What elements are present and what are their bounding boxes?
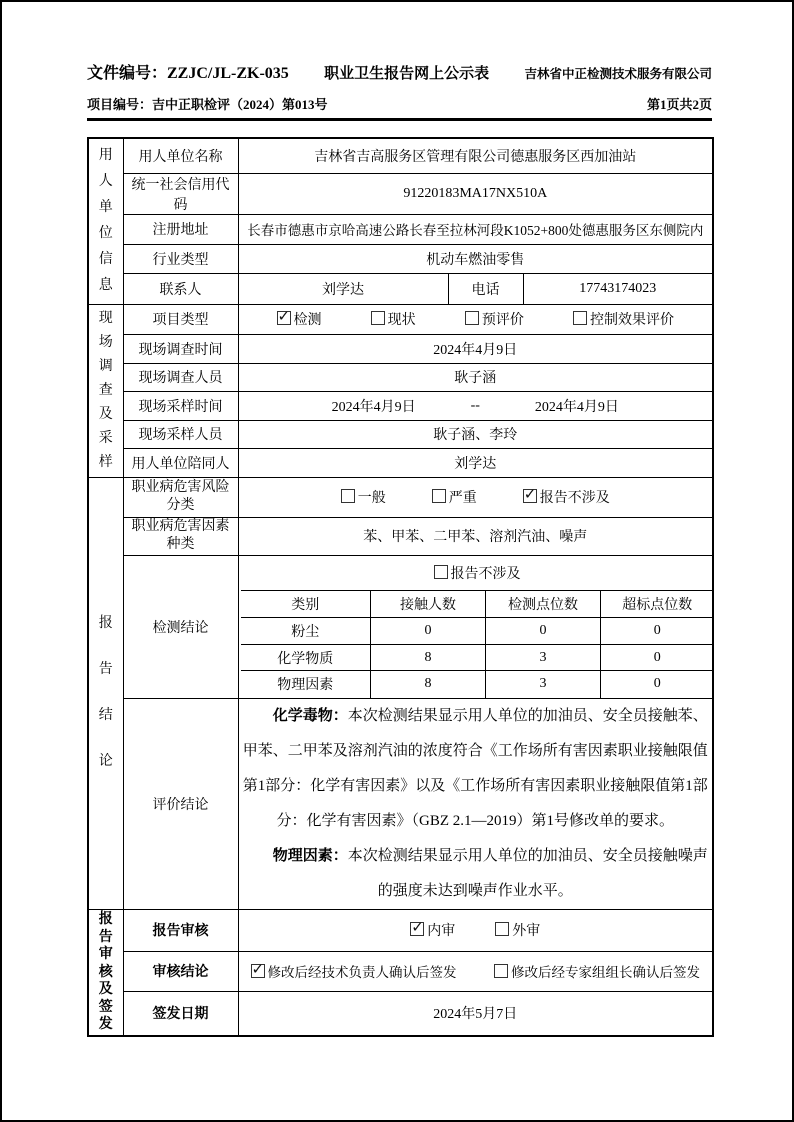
- detection-table: [241, 556, 714, 698]
- page-number: 第1页共2页: [646, 97, 712, 112]
- checkbox-detection-not-involved-icon: [434, 565, 448, 579]
- detection-cell: 粉尘: [241, 618, 371, 645]
- sampling-start-date: 2024年4月9日: [331, 399, 416, 415]
- checkbox-yiban-icon: [341, 489, 355, 503]
- detection-cell: 0: [601, 671, 714, 698]
- table-row: [241, 618, 714, 645]
- option-yanzhong: 严重: [432, 487, 477, 507]
- checkbox-waishen-icon: [495, 922, 509, 936]
- option-xianzhuang: 现状: [371, 309, 416, 329]
- page-title: 职业卫生报告网上公示表: [324, 66, 490, 82]
- header-row-1: [87, 60, 712, 83]
- table-row: [241, 645, 714, 671]
- field-label-employer-name: 用人单位名称: [123, 138, 238, 173]
- detection-cell: 3: [486, 645, 601, 671]
- form-table: [87, 137, 714, 1037]
- field-label-survey-staff: 现场调查人员: [123, 363, 238, 391]
- field-value-survey-staff: 耿子涵: [238, 363, 713, 391]
- option-neishen: ✓ 内审: [410, 920, 455, 940]
- checkbox-jiance-icon: [277, 311, 291, 325]
- detection-cell: 8: [371, 671, 486, 698]
- detection-cell: 0: [371, 618, 486, 645]
- option-expert-lead-sign: 修改后经专家组组长确认后签发: [494, 961, 700, 981]
- field-label-issue-date: 签发日期: [123, 991, 238, 1036]
- detection-result-area: [238, 555, 713, 698]
- sampling-end-date: 2024年4月9日: [534, 399, 619, 415]
- field-value-audit-conclusion: [238, 951, 713, 991]
- checkbox-kongzhixiaoguo-icon: [573, 311, 587, 325]
- header-divider: [87, 118, 712, 121]
- field-value-contact: 刘学达: [238, 273, 448, 304]
- detection-header-exceed: 超标点位数: [601, 591, 714, 618]
- field-value-industry: 机动车燃油零售: [238, 244, 713, 273]
- field-label-detection: 检测结论: [123, 555, 238, 698]
- detection-not-involved: 报告不涉及: [241, 556, 714, 591]
- detection-cell: 物理因素: [241, 671, 371, 698]
- project-number: 项目编号：吉中正职检评（2024）第013号: [87, 97, 328, 112]
- field-value-address: 长春市德惠市京哈高速公路长春至拉林河段K1052+800处德惠服务区东侧院内: [238, 214, 713, 244]
- field-label-audit-conclusion: 审核结论: [123, 951, 238, 991]
- detection-cell: 3: [486, 671, 601, 698]
- field-label-address: 注册地址: [123, 214, 238, 244]
- detection-cell: 化学物质: [241, 645, 371, 671]
- field-value-audit: [238, 909, 713, 951]
- field-value-survey-date: 2024年4月9日: [238, 334, 713, 363]
- field-label-evaluation: 评价结论: [123, 698, 238, 909]
- checkbox-expert-lead-sign-icon: [494, 964, 508, 978]
- detection-cell: 0: [601, 618, 714, 645]
- field-value-hazard-types: 苯、甲苯、二甲苯、溶剂汽油、噪声: [238, 517, 713, 555]
- field-value-phone: 17743174023: [523, 273, 713, 304]
- section-label-survey: 现场调查及采样: [88, 304, 123, 477]
- detection-header-exposed: 接触人数: [371, 591, 486, 618]
- field-value-sampling-staff: 耿子涵、李玲: [238, 420, 713, 448]
- field-label-survey-date: 现场调查时间: [123, 334, 238, 363]
- option-waishen: 外审: [495, 920, 540, 940]
- checkbox-yupingjia-icon: [465, 311, 479, 325]
- field-label-sampling-date: 现场采样时间: [123, 391, 238, 420]
- checkbox-bushoji-risk-icon: [523, 489, 537, 503]
- option-bushoji-risk: ✓ 报告不涉及: [523, 487, 610, 507]
- section-label-employer: 用人单位信息: [88, 138, 123, 304]
- field-value-risk-class: [238, 477, 713, 517]
- checkbox-xianzhuang-icon: [371, 311, 385, 325]
- detection-header-category: 类别: [241, 591, 371, 618]
- option-tech-lead-sign: ✓ 修改后经技术负责人确认后签发: [251, 961, 457, 981]
- field-value-project-type: [238, 304, 713, 334]
- detection-cell: 8: [371, 645, 486, 671]
- option-yiban: 一般: [341, 487, 386, 507]
- detection-header-points: 检测点位数: [486, 591, 601, 618]
- field-label-audit: 报告审核: [123, 909, 238, 951]
- field-label-escort: 用人单位陪同人: [123, 448, 238, 477]
- field-value-credit-code: 91220183MA17NX510A: [238, 173, 713, 214]
- field-value-escort: 刘学达: [238, 448, 713, 477]
- field-label-phone: 电话: [448, 273, 523, 304]
- file-number: 文件编号：ZZJC/JL-ZK-035: [87, 65, 289, 82]
- evaluation-paragraph-chemical: 化学毒物：本次检测结果显示用人单位的加油员、安全员接触苯、甲苯、二甲苯及溶剂汽油的浓度符合《工作场所有害因素职业接触限值第1部分：化学有害因素》以及《工作场所有害因素职业接触限值第1部分：化学有害因素》（GBZ 2.1—2019）第1号修改单的要求。: [242, 707, 708, 829]
- company-name: 吉林省中正检测技术服务有限公司: [524, 67, 712, 81]
- table-row: [241, 671, 714, 698]
- field-value-employer-name: 吉林省吉高服务区管理有限公司德惠服务区西加油站: [238, 138, 713, 173]
- field-value-issue-date: 2024年5月7日: [238, 991, 713, 1036]
- field-label-sampling-staff: 现场采样人员: [123, 420, 238, 448]
- field-value-evaluation: [238, 698, 713, 909]
- option-yupingjia: 预评价: [465, 309, 524, 329]
- field-value-sampling-date: [238, 391, 713, 420]
- checkbox-tech-lead-sign-icon: [251, 964, 265, 978]
- checkbox-yanzhong-icon: [432, 489, 446, 503]
- detection-cell: 0: [486, 618, 601, 645]
- field-label-industry: 行业类型: [123, 244, 238, 273]
- section-label-conclusion: 报告结论: [88, 477, 123, 909]
- detection-cell: 0: [601, 645, 714, 671]
- field-label-credit-code: 统一社会信用代码: [123, 173, 238, 214]
- option-jiance: ✓ 检测: [277, 309, 322, 329]
- sampling-date-separator: --: [470, 397, 480, 413]
- field-label-contact: 联系人: [123, 273, 238, 304]
- section-label-review: 报告审核及签发: [88, 909, 123, 1036]
- evaluation-paragraph-physical: 物理因素：本次检测结果显示用人单位的加油员、安全员接触噪声的强度未达到噪声作业水平。: [272, 847, 708, 899]
- field-label-risk-class: 职业病危害风险分类: [123, 477, 238, 517]
- header-row-2: [87, 94, 712, 113]
- checkbox-neishen-icon: [410, 922, 424, 936]
- field-label-hazard-types: 职业病危害因素种类: [123, 517, 238, 555]
- field-label-project-type: 项目类型: [123, 304, 238, 334]
- option-kongzhixiaoguo: 控制效果评价: [573, 309, 674, 329]
